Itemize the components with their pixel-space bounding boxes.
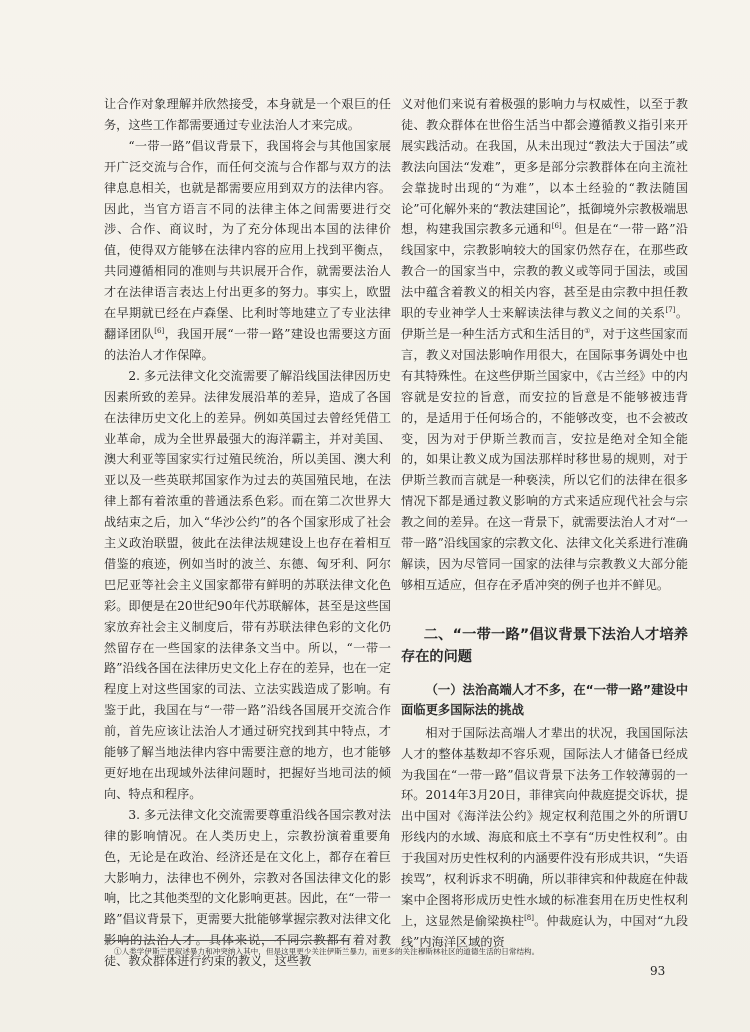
body-paragraph: 让合作对象理解并欣然接受，本身就是一个艰巨的任务，这些工作都需要通过专业法治人才来完成。 — [104, 97, 391, 132]
footnote: ①人类学伊斯兰把叙述暴力和冲突纳入其中，但是这里更少关注伊斯兰暴力，而更多的关注穆斯林社区的道德生活的日常结构。 — [114, 947, 540, 956]
body-paragraph: 相对于国际法高端人才辈出的状况，我国国际法人才的整体基数却不容乐观，国际法人才储备已经成为我国在“一带一路”倡议背景下法务工作较薄弱的一环。2014年3月20日，菲律宾向仲裁庭提交诉状，提出中国对《海洋法公约》规定权利范围之外的所谓U形线内的水域、海底和底土不享有“历史性权利”。由于我国对历史性权利的内涵要件没有形成共识，“失语挨骂”，权利诉求不明确，所以菲律宾和仲裁庭在仲裁案中企图将形成历史性水域的标准套用在历史性权利上，这显然是偷梁换柱[8]。仲裁庭认为，中国对“九段线”内海洋区域的资 — [401, 725, 689, 949]
page-number: 93 — [650, 964, 666, 978]
body-paragraph: 义对他们来说有着极强的影响力与权威性，以至于教徒、教众群体在世俗生活当中都会遵循教义指引来开展实践活动。在我国，从未出现过“教法大于国法”或教法向国法“发难”，更多是部分宗教群体在向主流社会靠拢时出现的“为难”，以本土经验的“教法随国论”可化解外来的“教法建国论”，抵御境外宗教极端思想，构建我国宗教多元通和[6]。但是在“一带一路”沿线国家中，宗教影响较大的国家仍然存在，在那些政教合一的国家当中，宗教的教义或等同于国法，或国法中蕴含着教义的相关内容，甚至是由宗教中担任教职的专业神学人士来解读法律与教义之间的关系[7]。伊斯兰是一种生活方式和生活目的①，对于这些国家而言，教义对国法影响作用很大，在国际事务调处中也有其特殊性。在这些伊斯兰国家中，《古兰经》中的内容就是安拉的旨意，而安拉的旨意是不能够被违背的，是适用于任何场合的，不能够改变，也不会被改变，因为对于伊斯兰教而言，安拉是绝对全知全能的，如果让教义成为国法那样时移世易的规则，对于伊斯兰教而言就是一种亵渎，所以它们的法律在很多情况下都是通过教义影响的方式来适应现代社会与宗教之间的差异。在这一背景下，就需要法治人才对“一带一路”沿线国家的宗教文化、法律文化关系进行准确解读，因为尽管同一国家的法律与宗教教义大部分能够相互适应，但存在矛盾冲突的例子也并不鲜见。 — [401, 97, 689, 592]
left-column — [104, 94, 391, 972]
citation-marker: [6] — [551, 222, 562, 231]
section-heading: 二、“一带一路”倡议背景下法治人才培养存在的问题 — [401, 626, 688, 665]
right-column — [401, 94, 688, 953]
citation-marker: [6] — [154, 326, 165, 335]
body-paragraph: 3. 多元法律文化交流需要尊重沿线各国宗教对法律的影响情况。在人类历史上，宗教扮演着重要角色，无论是在政治、经济还是在文化上，都存在着巨大影响力，法律也不例外，宗教对各国法律文化的影响，比之其他类型的文化影响更甚。因此，在“一带一路”倡议背景下，更需要大批能够掌握宗教对法律文化影响的法治人才。具体来说，不同宗教都有着对教徒、教众群体进行约束的教义，这些教 — [104, 807, 391, 969]
footnote-divider — [104, 940, 349, 941]
citation-marker: [8] — [524, 913, 534, 922]
citation-marker: [7] — [665, 306, 676, 314]
footnote-marker: ① — [584, 326, 591, 335]
body-paragraph: 2. 多元法律文化交流需要了解沿线国法律因历史因素所致的差异。法律发展沿革的差异，造成了各国在法律历史文化上的差异。例如英国过去曾经凭借工业革命，成为全世界最强大的海洋霸主，并对美国、澳大利亚等国家实行过殖民统治，所以美国、澳大利亚以及一些英联邦国家作为过去的英国殖民地，在法律上都有着浓重的普通法系色彩。而在第二次世界大战结束之后，加入“华沙公约”的各个国家形成了社会主义政治联盟，彼此在法律法规建设上也存在着相互借鉴的痕迹，例如当时的波兰、东德、匈牙利、阿尔巴尼亚等社会主义国家都带有鲜明的苏联法律文化色彩。即便是在20世纪90年代苏联解体，甚至是这些国家放弃社会主义制度后，带有苏联法律色彩的文化仍然留存在一些国家的法律条文当中。所以，“一带一路”沿线各国在法律历史文化上存在的差异，也在一定程度上对这些国家的司法、立法实践造成了影响。有鉴于此，我国在与“一带一路”沿线各国展开交流合作前，首先应该让法治人才通过研究找到其中特点，才能够了解当地法律内容中需要注意的地方，也才能够更好地在出现域外法律问题时，把握好当地司法的倾向、特点和程序。 — [104, 368, 391, 801]
subsection-heading: （一）法治高端人才不多，在“一带一路”建设中面临更多国际法的挑战 — [401, 682, 688, 718]
body-paragraph: “一带一路”倡议背景下，我国将会与其他国家展开广泛交流与合作，而任何交流与合作都与双方的法律息息相关，也就是都需要应用到双方的法律内容。因此，当官方语言不同的法律主体之间需要进行交涉、合作、商议时，为了充分体现出本国的法律价值，使得双方能够在法律内容的应用上找到平衡点，共同遵循相同的准则与共识展开合作，就需要法治人才在法律语言表达上付出更多的努力。事实上，欧盟在早期就已经在卢森堡、比利时等地建立了专业法律翻译团队[6]，我国开展“一带一路”建设也需要这方面的法治人才作保障。 — [104, 138, 391, 362]
